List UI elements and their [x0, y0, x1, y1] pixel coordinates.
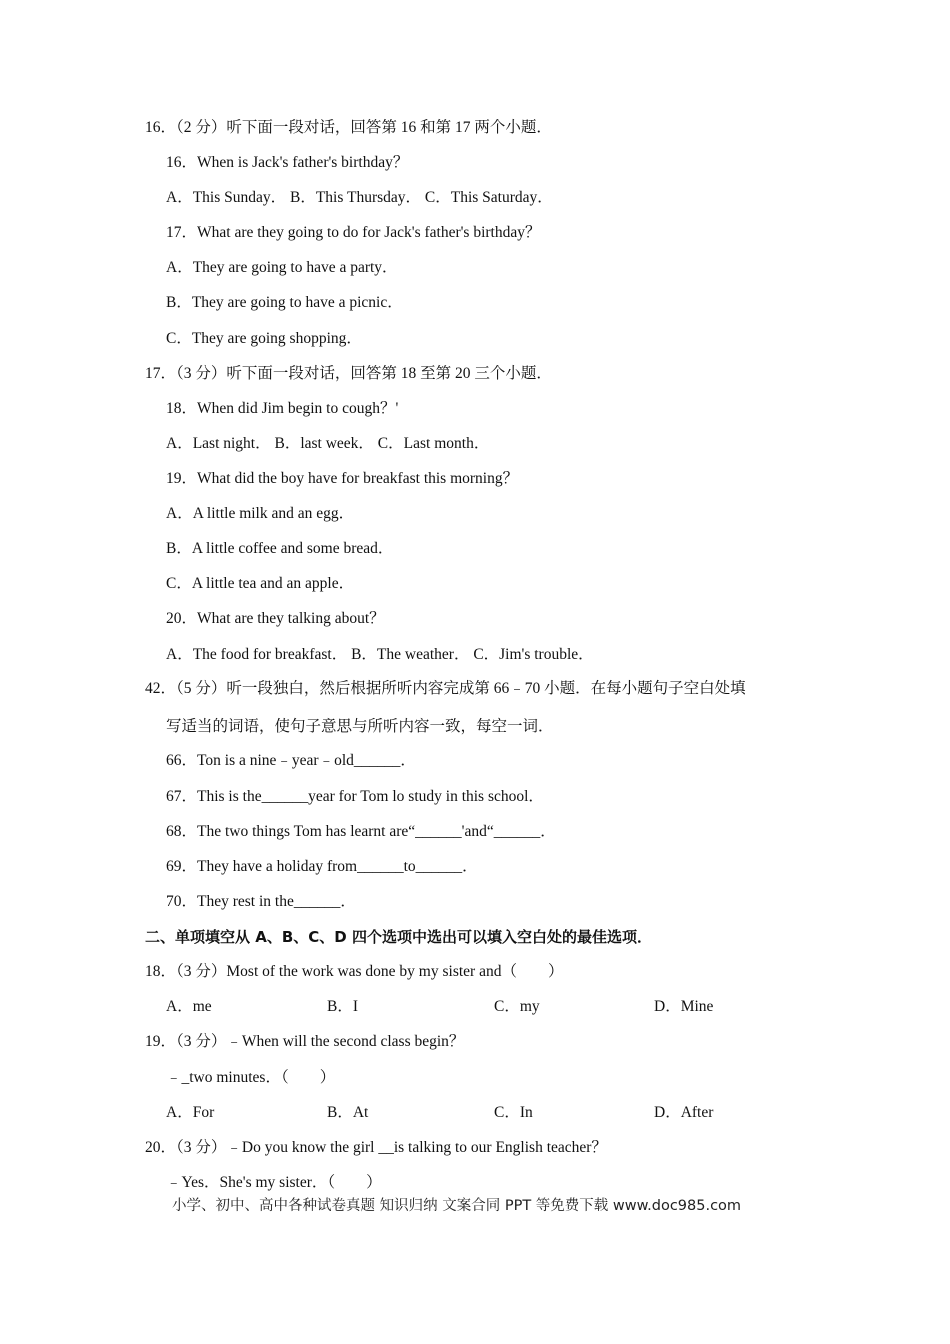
mc-options-18 [0, 997, 950, 1017]
question-42-header: 42．（5 分）听一段独白，然后根据所听内容完成第 66﹣70 小题．在每小题句子空白处填 [145, 680, 746, 697]
fill-blank-69: 69．They have a holiday from______to______． [166, 858, 478, 875]
sub-question-20: 20．What are they talking about？ [166, 610, 385, 627]
option: B．At [327, 1104, 369, 1121]
option: A．me [166, 998, 212, 1015]
option: B．I [327, 998, 359, 1015]
options-20: A．The food for breakfast． B．The weather． C．Jim's trouble． [166, 646, 594, 663]
question-42-instruction: 写适当的词语，使句子意思与所听内容一致，每空一词． [166, 718, 554, 735]
option-17-c: C．They are going shopping． [166, 330, 362, 347]
question-16-header: 16．（2 分）听下面一段对话，回答第 16 和第 17 两个小题． [145, 119, 552, 136]
section-heading: 二、单项填空从 A、B、C、D 四个选项中选出可以填入空白处的最佳选项． [145, 928, 652, 946]
fill-blank-67: 67．This is the______year for Tom lo study in this school． [166, 788, 544, 805]
mc-question-20-answer-line: ﹣Yes．She's my sister．（ ） [166, 1174, 382, 1191]
sub-question-16: 16．When is Jack's father's birthday？ [166, 154, 409, 171]
option-19-c: C．A little tea and an apple． [166, 575, 355, 592]
mc-question-20: 20．（3 分）﹣Do you know the girl __is talking to our English teacher？ [145, 1139, 607, 1156]
mc-question-18: 18．（3 分）Most of the work was done by my sister and（ ） [145, 963, 564, 980]
sub-question-19: 19．What did the boy have for breakfast this morning？ [166, 470, 519, 487]
option: C．In [494, 1104, 533, 1121]
options-18: A．Last night． B．last week． C．Last month． [166, 435, 490, 452]
sub-question-18: 18．When did Jim begin to cough？' [166, 400, 399, 417]
option: D．After [654, 1104, 714, 1121]
mc-question-19-answer-line: ﹣_two minutes．（ ） [166, 1069, 336, 1086]
mc-question-19: 19．（3 分）﹣When will the second class begin？ [145, 1033, 465, 1050]
sub-question-17: 17．What are they going to do for Jack's father's birthday？ [166, 224, 541, 241]
question-17-header: 17．（3 分）听下面一段对话，回答第 18 至第 20 三个小题． [145, 365, 552, 382]
option-17-a: A．They are going to have a party． [166, 259, 398, 276]
option: A．For [166, 1104, 215, 1121]
fill-blank-66: 66．Ton is a nine﹣year﹣old______． [166, 752, 416, 769]
option-19-a: A．A little milk and an egg． [166, 505, 355, 522]
mc-options-19 [0, 1103, 950, 1123]
option: D．Mine [654, 998, 714, 1015]
option: C．my [494, 998, 540, 1015]
footer-watermark: 小学、初中、高中各种试卷真题 知识归纳 文案合同 PPT 等免费下载 www.doc985.com [172, 1198, 742, 1214]
fill-blank-70: 70．They rest in the______． [166, 893, 356, 910]
options-16: A．This Sunday． B．This Thursday． C．This Saturday． [166, 189, 553, 206]
fill-blank-68: 68．The two things Tom has learnt are“______'and“______． [166, 823, 556, 840]
option-17-b: B．They are going to have a picnic． [166, 294, 403, 311]
option-19-b: B．A little coffee and some bread． [166, 540, 394, 557]
